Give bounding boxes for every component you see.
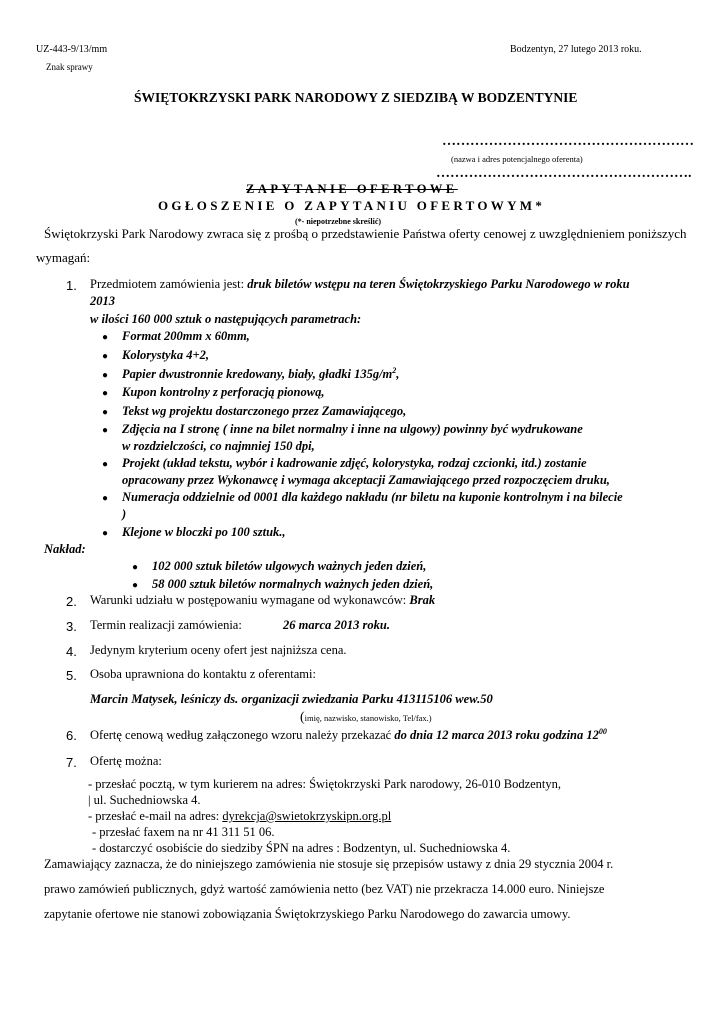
item-7-number: 7. xyxy=(66,755,77,770)
item-4-text: Jedynym kryterium oceny ofert jest najniższa cena. xyxy=(90,643,347,657)
item-2-text: Warunki udziału w postępowaniu wymagane od wykonawców: xyxy=(90,593,410,607)
bullet-dot: ● xyxy=(132,562,139,573)
item-1-quantity: w ilości 160 000 sztuk o następujących parametrach: xyxy=(90,312,362,326)
bullet-dot: ● xyxy=(102,370,109,381)
delivery-post: - przesłać pocztą, w tym kurierem na adres: Świętokrzyski Park narodowy, 26-010 Bodzentyn, xyxy=(88,777,562,791)
title-note: (*- niepotrzebne skreślić) xyxy=(295,217,382,226)
contact-caption-text: imię, nazwisko, stanowisko, Tel/fax.) xyxy=(304,713,432,723)
footer-line-2: prawo zamówień publicznych, gdyż wartość zamówienia netto (bez VAT) nie przekracza 14.000 euro. Niniejsze xyxy=(44,882,605,896)
item-6-number: 6. xyxy=(66,728,77,743)
recipient-caption: (nazwa i adres potencjalnego oferenta) xyxy=(451,154,583,164)
item-6-deadline-sup: 00 xyxy=(598,727,607,736)
param-paper-end: , xyxy=(396,367,400,382)
bullet-dot: ● xyxy=(102,528,109,539)
item-3-number: 3. xyxy=(66,619,77,634)
item-3-value: 26 marca 2013 roku. xyxy=(283,618,390,632)
email-link[interactable]: dyrekcja@swietokrzyskipn.org.pl xyxy=(222,809,392,823)
item-5-number: 5. xyxy=(66,668,77,683)
item-6-text: Ofertę cenową według załączonego wzoru należy przekazać xyxy=(90,728,395,743)
place-date: Bodzentyn, 27 lutego 2013 roku. xyxy=(510,44,642,55)
param-numbering: Numeracja oddzielnie od 0001 dla każdego nakładu (nr biletu na kuponie kontrolnym i na bilecie xyxy=(122,490,623,504)
param-photos: Zdjęcia na I stronę ( inne na bilet normalny i inne na ulgowy) powinny być wydrukowane xyxy=(122,422,583,436)
item-1-line xyxy=(90,277,630,292)
item-2-line xyxy=(90,593,435,608)
delivery-post-cont: | ul. Suchedniowska 4. xyxy=(88,793,201,807)
item-2-value: Brak xyxy=(409,593,436,607)
param-design-cont: opracowany przez Wykonawcę i wymaga akceptacji Zamawiającego przed rozpoczęciem druku, xyxy=(122,473,610,487)
param-design: Projekt (układ tekstu, wybór i kadrowanie zdjęć, kolorystyka, rodzaj czcionki, itd.) zostanie xyxy=(122,456,587,470)
delivery-personal: - dostarczyć osobiście do siedziby ŚPN na adres : Bodzentyn, ul. Suchedniowska 4. xyxy=(92,841,511,855)
institution-name: ŚWIĘTOKRZYSKI PARK NARODOWY Z SIEDZIBĄ W BODZENTYNIE xyxy=(134,90,578,105)
bullet-dot: ● xyxy=(102,351,109,362)
param-coupon: Kupon kontrolny z perforacją pionową, xyxy=(122,385,325,399)
naklad-label: Nakład: xyxy=(44,542,86,556)
recipient-dots-1: ……………………………………………… xyxy=(442,134,694,149)
item-6-line xyxy=(90,727,607,743)
item-1-number: 1. xyxy=(66,278,77,293)
delivery-email xyxy=(88,809,391,824)
bullet-dot: ● xyxy=(102,459,109,470)
param-format: Format 200mm x 60mm, xyxy=(122,329,250,343)
param-colors: Kolorystyka 4+2, xyxy=(122,348,209,362)
intro-line-1: Świętokrzyski Park Narodowy zwraca się z prośbą o przedstawienie Państwa oferty cenowej z uwzględnieniem poniższych xyxy=(44,226,687,241)
intro-line-2: wymagań: xyxy=(36,250,91,265)
document-title: OGŁOSZENIE O ZAPYTANIU OFERTOWYM* xyxy=(158,198,546,213)
bullet-dot: ● xyxy=(102,493,109,504)
item-1-prefix: Przedmiotem zamówienia jest: xyxy=(90,277,248,291)
reference-number: UZ-443-9/13/mm xyxy=(36,44,108,55)
bullet-dot: ● xyxy=(132,580,139,591)
item-4-number: 4. xyxy=(66,644,77,659)
param-photos-cont: w rozdzielczości, co najmniej 150 dpi, xyxy=(122,439,315,453)
contact-caption-paren: ( xyxy=(300,710,305,725)
param-numbering-cont: ) xyxy=(122,507,127,521)
delivery-email-prefix: - przesłać e-mail na adres: xyxy=(88,809,223,823)
param-paper xyxy=(122,366,399,382)
param-binding: Klejone w bloczki po 100 sztuk., xyxy=(122,525,286,539)
bullet-dot: ● xyxy=(102,332,109,343)
item-2-number: 2. xyxy=(66,594,77,609)
contact-caption xyxy=(300,708,432,726)
item-3-text: Termin realizacji zamówienia: xyxy=(90,618,242,632)
delivery-fax: - przesłać faxem na nr 41 311 51 06. xyxy=(92,825,275,839)
naklad-normal: 58 000 sztuk biletów normalnych ważnych jeden dzień, xyxy=(152,577,434,591)
recipient-dots-2: ………………………………………………. xyxy=(436,166,692,181)
param-text: Tekst wg projektu dostarczonego przez Zamawiającego, xyxy=(122,404,407,418)
item-1-year: 2013 xyxy=(90,294,115,308)
item-1-subject: druk biletów wstępu na teren Świętokrzyskiego Parku Narodowego w roku xyxy=(247,277,630,291)
contact-person: Marcin Matysek, leśniczy ds. organizacji zwiedzania Parku 413115106 wew.50 xyxy=(90,692,493,706)
bullet-dot: ● xyxy=(102,425,109,436)
struck-title: ZAPYTANIE OFERTOWE xyxy=(246,182,458,196)
item-5-text: Osoba uprawniona do kontaktu z oferentami: xyxy=(90,667,316,681)
item-7-text: Ofertę można: xyxy=(90,754,162,768)
footer-line-3: zapytanie ofertowe nie stanowi zobowiązania Świętokrzyskiego Parku Narodowego do zawarcia umowy. xyxy=(44,907,571,921)
bullet-dot: ● xyxy=(102,388,109,399)
footer-line-1: Zamawiający zaznacza, że do niniejszego zamówienia nie stosuje się przepisów ustawy z dnia 29 stycznia 2004 r. xyxy=(44,857,614,871)
reference-label: Znak sprawy xyxy=(46,62,93,72)
param-paper-text: Papier dwustronnie kredowany, biały, gładki 135g/m xyxy=(122,367,393,382)
bullet-dot: ● xyxy=(102,407,109,418)
naklad-reduced: 102 000 sztuk biletów ulgowych ważnych jeden dzień, xyxy=(152,559,427,573)
item-6-deadline: do dnia 12 marca 2013 roku godzina 12 xyxy=(394,728,599,743)
param-paper-sup: 2 xyxy=(392,366,397,375)
